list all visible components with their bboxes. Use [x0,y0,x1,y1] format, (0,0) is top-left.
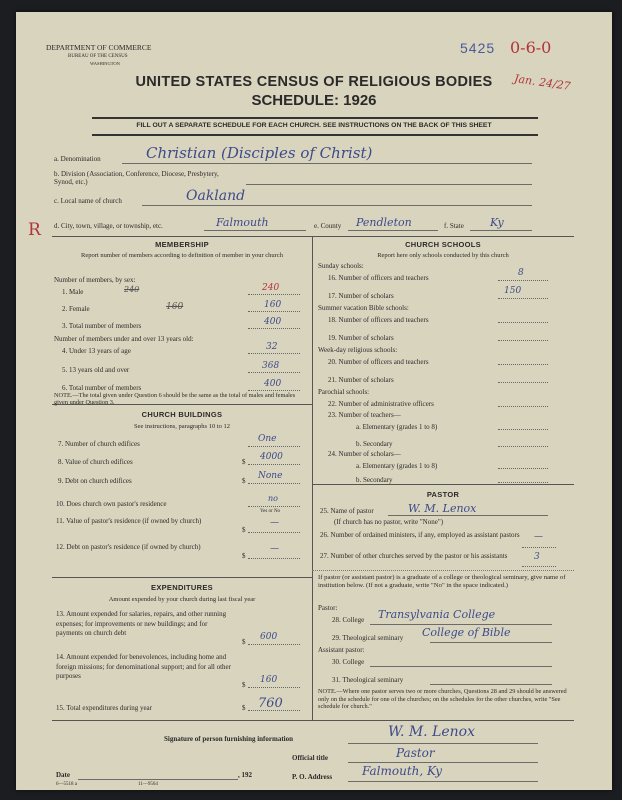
q1-struck-value: 240 [124,285,140,294]
q30-line [370,666,552,667]
q31-line [430,684,552,685]
q10-label: 10. Does church own pastor's residence [56,500,167,508]
expenditures-sub: Amount expended by your church during last fiscal year [108,596,256,603]
q22-label: 22. Number of administrative officers [328,400,434,408]
q17-value: 150 [504,286,522,296]
q15-label: 15. Total expenditures during year [56,704,152,712]
received-date-note: Jan. 24/27 [513,72,572,93]
instruction-line: FILL OUT A SEPARATE SCHEDULE FOR EACH CHURCH. SEE INSTRUCTIONS ON THE BACK OF THIS SHEET [136,122,492,129]
q13-dollar: $ [242,638,246,646]
q12-dollar: $ [242,552,246,560]
q2-value: 160 [264,300,282,310]
denomination-value: Christian (Disciples of Christ) [146,144,373,162]
q3-label: 3. Total number of members [62,322,142,330]
q26-value: — [534,532,543,542]
official-title-value: Pastor [396,746,435,760]
local-name-value: Oakland [186,188,246,204]
q25-line [388,515,548,516]
q17-label: 17. Number of scholars [328,292,394,300]
weekday-head: Week-day religious schools: [318,346,398,354]
q29-label: 29. Theological seminary [332,634,404,642]
state-value: Ky [490,216,504,229]
q6-label: 6. Total number of members [62,384,142,392]
q5-value: 368 [262,361,280,371]
q19-label: 19. Number of scholars [328,334,394,342]
city-label: WASHINGTON [90,61,120,66]
state-label: f. State [444,222,464,230]
division-line [246,184,532,185]
summer-head: Summer vacation Bible schools: [318,304,409,312]
county-line [348,230,438,231]
q24a-label: a. Elementary (grades 1 to 8) [356,462,438,470]
q14-value: 160 [260,675,278,685]
q2-struck-value: 160 [166,302,184,312]
q26-label: 26. Number of ordained ministers, if any, employed as assistant pastors [320,531,520,539]
q29-line [430,642,552,643]
age-head: Number of members under and over 13 years old: [54,335,194,343]
division-label: b. Division (Association, Conference, Diocese, Presbytery, Synod, etc.) [54,170,219,186]
q4-value: 32 [266,342,278,352]
q23b-label: b. Secondary [356,440,393,448]
q3-value: 400 [264,317,282,327]
q1-value: 240 [262,283,280,293]
q29-value: College of Bible [422,626,511,639]
form-title: UNITED STATES CENSUS OF RELIGIOUS BODIES [135,74,493,90]
pastor-heading: PASTOR [426,490,460,499]
denomination-label: a. Denomination [54,155,101,163]
q28-value: Transylvania College [378,608,496,621]
buildings-heading: CHURCH BUILDINGS [141,410,223,419]
q7-value: One [258,434,277,444]
q25-label: 25. Name of pastor [320,507,374,515]
state-line [470,230,532,231]
q12-value: — [270,544,279,554]
q11-dollar: $ [242,526,246,534]
q16-label: 16. Number of officers and teachers [328,274,429,282]
q9-value: None [258,471,283,481]
membership-note: NOTE.—The total given under Question 6 should be the same as the total of males and females given under Question 3. [54,392,296,406]
q13-label: 13. Amount expended for salaries, repairs, and other running expenses; for improvements or new buildings; and for payments on church debt [56,610,227,637]
department-label: DEPARTMENT OF COMMERCE [46,43,152,52]
q2-label: 2. Female [62,305,90,313]
signature-line [348,743,538,744]
q23-label: 23. Number of teachers— [328,411,401,419]
q25-note: (If church has no pastor, write "None") [334,518,444,526]
q9-label: 9. Debt on church edifices [58,477,132,485]
q12-label: 12. Debt on pastor's residence (if owned by church) [56,543,201,551]
official-title-label: Official title [292,754,328,762]
q14-label: 14. Amount expended for benevolences, including home and foreign missions; for denominational support; and for all other purposes [56,653,231,680]
margin-mark: R [28,220,41,240]
city-town-label: d. City, town, village, or township, etc. [54,222,163,230]
bureau-label: BUREAU OF THE CENSUS [68,54,128,59]
q14-dollar: $ [242,681,246,689]
po-address-value: Falmouth, Ky [362,764,442,778]
q8-dollar: $ [242,458,246,466]
q16-value: 8 [518,268,524,278]
schools-heading: CHURCH SCHOOLS [405,240,481,249]
county-value: Pendleton [356,216,412,229]
buildings-sub: See instructions, paragraphs 10 to 12 [133,423,231,430]
pastor-subhead: Pastor: [318,604,338,612]
census-schedule-form [16,12,612,790]
q1-label: 1. Male [62,288,84,296]
po-address-label: P. O. Address [292,773,333,781]
asst-pastor-subhead: Assistant pastor: [318,646,365,654]
stamp-number: 5425 [460,40,496,56]
q7-label: 7. Number of church edifices [58,440,140,448]
date-year: , 192 [238,771,252,779]
date-line [78,779,238,780]
q6-value: 400 [264,379,282,389]
yes-no-hint: Yes or No [260,509,281,514]
q27-value: 3 [534,552,540,562]
q25-value: W. M. Lenox [408,502,477,515]
column-divider [312,236,313,721]
q20-label: 20. Number of officers and teachers [328,358,429,366]
city-town-value: Falmouth [216,216,269,229]
q24b-label: b. Secondary [356,476,393,484]
local-name-line [142,205,532,206]
parochial-head: Parochial schools: [318,388,370,396]
q13-value: 600 [260,632,278,642]
q27-label: 27. Number of other churches served by the pastor or his assistants [320,552,508,560]
form-number: 6—5518 a [56,782,77,787]
print-number: 11—9564 [138,782,158,787]
denomination-line [122,163,532,164]
county-label: e. County [314,222,342,230]
q5-label: 5. 13 years old and over [62,366,130,374]
q8-label: 8. Value of church edifices [58,458,133,466]
q28-line [370,624,552,625]
schools-sub: Report here only schools conducted by this church [377,252,509,259]
q15-dollar: $ [242,704,246,712]
q9-dollar: $ [242,477,246,485]
q8-value: 4000 [260,452,283,462]
q30-label: 30. College [332,658,365,666]
signature-label: Signature of person furnishing information [164,735,293,743]
q21-label: 21. Number of scholars [328,376,394,384]
local-name-label: c. Local name of church [54,197,122,205]
membership-sub: Report number of members according to definition of member in your church [81,252,283,259]
q11-value: — [270,518,279,528]
classification-code: 0-6-0 [510,38,552,57]
q24-label: 24. Number of scholars— [328,450,401,458]
q28-label: 28. College [332,616,365,624]
expenditures-heading: EXPENDITURES [151,583,213,592]
q18-label: 18. Number of officers and teachers [328,316,429,324]
membership-heading: MEMBERSHIP [155,240,209,249]
city-town-line [204,230,306,231]
q31-label: 31. Theological seminary [332,676,404,684]
q10-value: no [268,494,278,503]
official-title-line [348,762,538,763]
sunday-head: Sunday schools: [318,262,364,270]
q15-value: 760 [258,696,283,711]
members-by-sex-head: Number of members, by sex: [54,276,136,284]
college-note: If pastor (or assistant pastor) is a graduate of a college or theological seminary, give name of institution below. (If not a graduate, write "No" in the space indicated.) [318,574,566,589]
signature-value: W. M. Lenox [388,724,476,740]
q11-label: 11. Value of pastor's residence (if owned by church) [56,517,202,525]
date-label: Date [56,771,70,779]
q23a-label: a. Elementary (grades 1 to 8) [356,423,438,431]
q4-label: 4. Under 13 years of age [62,347,131,355]
po-address-line [348,781,538,782]
pastor-note: NOTE.—Where one pastor serves two or more churches, Questions 28 and 29 should be answered only on the schedule for one of the churches; on the schedules for the other churches, write "See schedule for church." [318,688,567,710]
schedule-title: SCHEDULE: 1926 [251,92,377,109]
